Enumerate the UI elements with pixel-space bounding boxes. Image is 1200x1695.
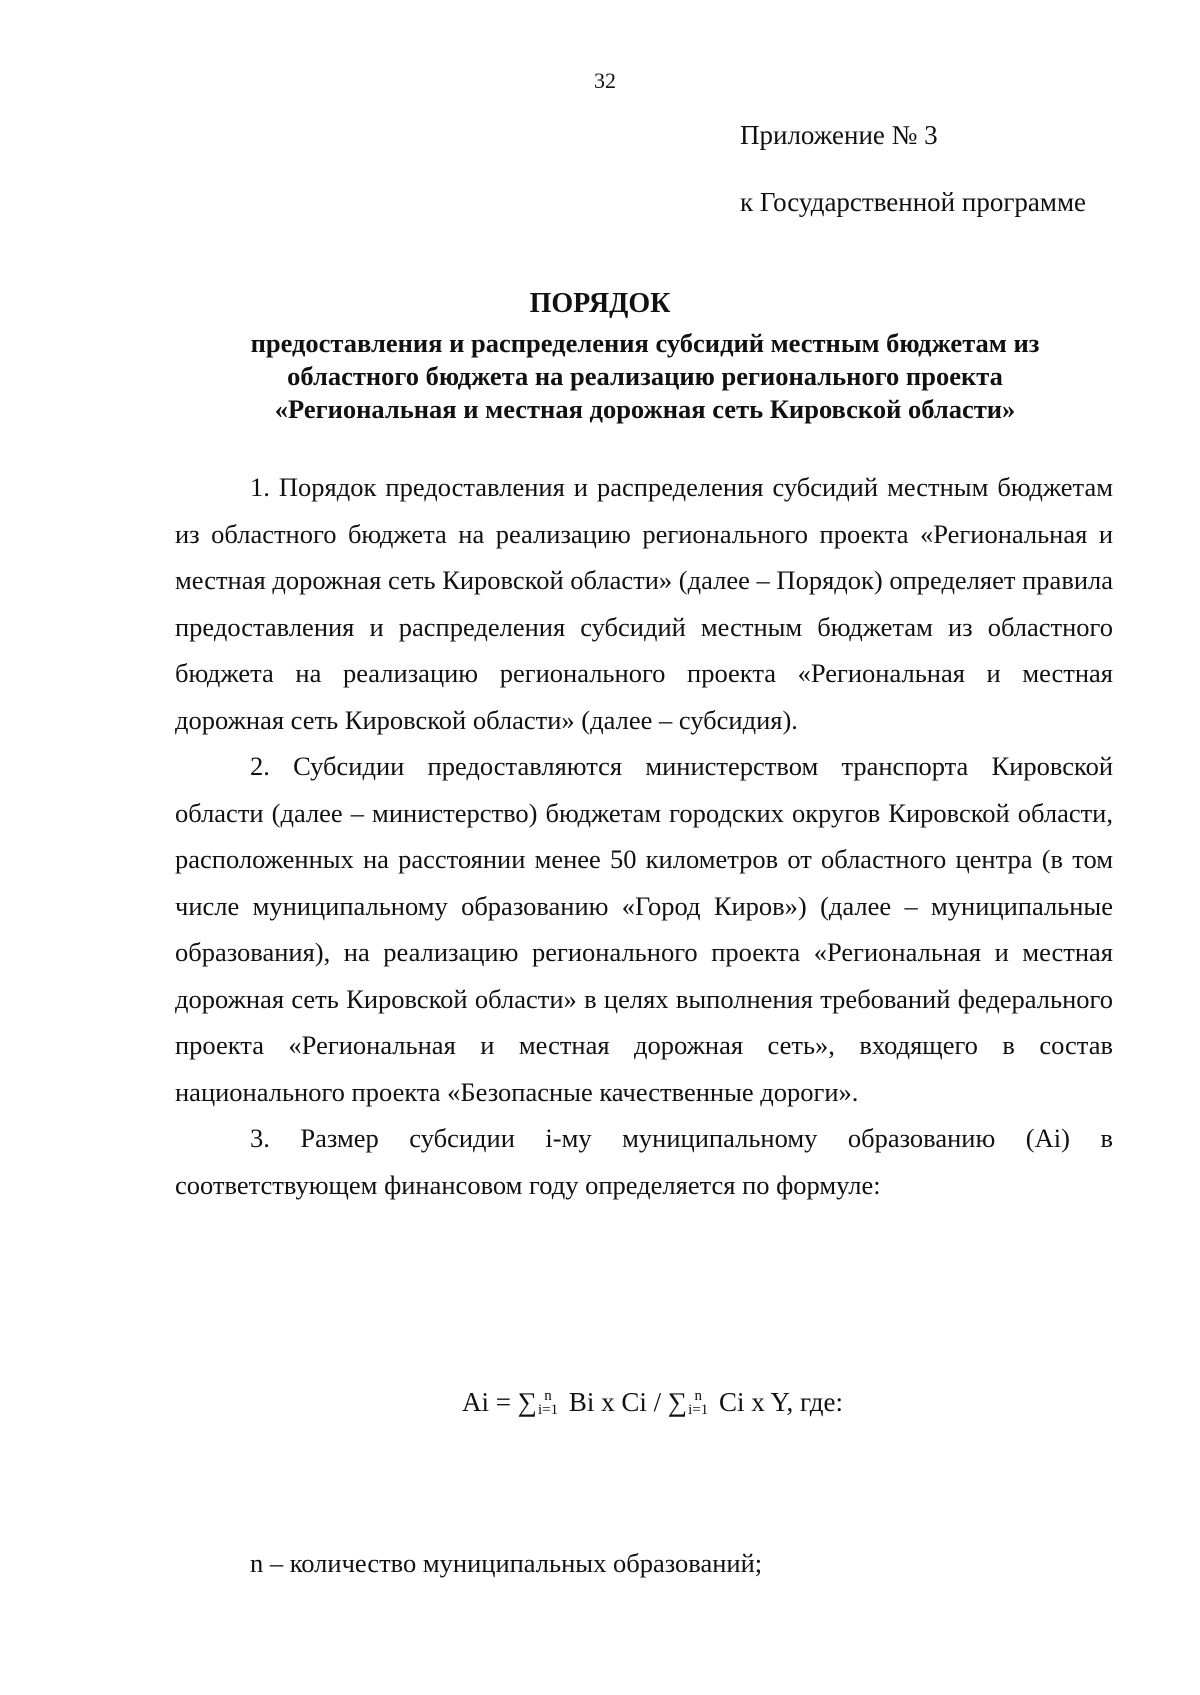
formula-lhs: Ai = — [461, 1387, 518, 1417]
sum-limits — [688, 1389, 708, 1417]
document-subtitle — [175, 327, 1115, 426]
formula-term-2: Ci x Y, где: — [712, 1387, 844, 1417]
sum-operator-2 — [668, 1387, 712, 1418]
appendix-title: Приложение № 3 — [740, 120, 938, 150]
document-subtitle-line: «Региональная и местная дорожная сеть Кировской области» — [274, 394, 1016, 424]
sum-lower-limit: i=1 — [688, 1401, 709, 1418]
sum-lower-limit: i=1 — [537, 1401, 559, 1418]
sum-symbol: ∑ — [517, 1387, 537, 1417]
document-title: ПОРЯДОК — [529, 288, 671, 319]
sum-upper-limit: n — [694, 1387, 702, 1404]
document-subtitle-line: областного бюджета на реализацию регионального проекта — [287, 361, 1003, 391]
paragraph-2: 2. Субсидии предоставляются министерством транспорта Кировской области (далее – министерство) бюджетам городских округов Кировской области, расположенных на расстоянии менее 50 километров от областного центра (в том числе муниципальному образованию «Город Киров») (далее – муниципальные образования), на реализацию регионального проекта «Региональная и местная дорожная сеть Кировской области» в целях выполнения требований федерального проекта «Региональная и местная дорожная сеть», входящего в состав национального проекта «Безопасные качественные дороги». — [175, 751, 1113, 1107]
page-number: 32 — [594, 68, 616, 93]
appendix-subtitle: к Государственной программе — [740, 187, 1087, 217]
formula-term-1: Bi x Ci / — [562, 1387, 668, 1417]
sum-operator-1 — [518, 1387, 562, 1418]
paragraph-3: 3. Размер субсидии i-му муниципальному образованию (Ai) в соответствующем финансовом году определяется по формуле: — [175, 1123, 1113, 1200]
sum-symbol: ∑ — [667, 1387, 688, 1417]
subsidy-formula — [0, 1387, 1200, 1418]
document-subtitle-line: предоставления и распределения субсидий местным бюджетам из — [250, 328, 1040, 358]
body-text — [175, 464, 1113, 1208]
definition-n: n – количество муниципальных образований; — [250, 1548, 763, 1578]
paragraph-1: 1. Порядок предоставления и распределения субсидий местным бюджетам из областного бюджета на реализацию регионального проекта «Региональная и местная дорожная сеть Кировской области» (далее – Порядок) определяет правила предоставления и распределения субсидий местным бюджетам из областного бюджета на реализацию регионального проекта «Региональная и местная дорожная сеть Кировской области» (далее – субсидия). — [175, 472, 1113, 735]
sum-limits — [538, 1389, 558, 1417]
sum-upper-limit: n — [544, 1387, 552, 1404]
